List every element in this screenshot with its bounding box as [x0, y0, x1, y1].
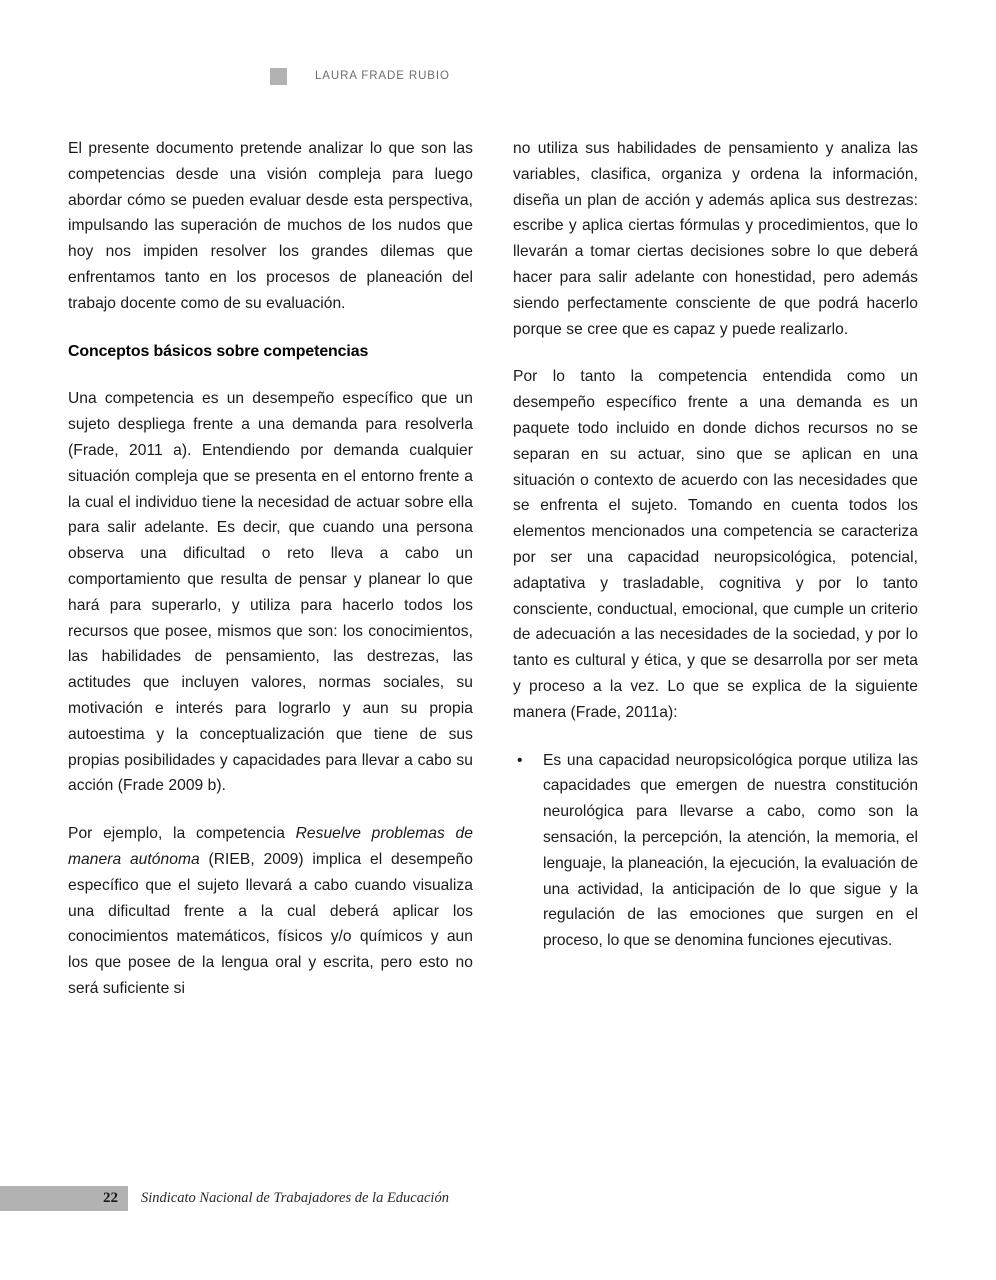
- paragraph-text-lead: Por ejemplo, la competencia: [68, 825, 296, 843]
- running-head: [270, 68, 450, 85]
- paragraph: no utiliza sus habilidades de pensamiento y analiza las variables, clasifica, organiza y ordena la información, diseña un plan de acción y además aplica sus destrezas: escribe y aplica ciertas fórmulas y procedimientos, que lo llevarán a tomar ciertas decisiones sobre lo que deberá hacer para salir adelante con honestidad, pero además siendo perfectamente consciente de que podrá hacerlo porque se cree que es capaz y puede realizarlo.: [513, 140, 918, 338]
- right-column: [513, 136, 918, 954]
- paragraph-with-italic: [68, 821, 473, 1002]
- paragraph: Una competencia es un desempeño específico que un sujeto despliega frente a una demanda para resolverla (Frade, 2011 a). Entendiendo por demanda cualquier situación compleja que se presenta en el entorno frente a la cual el individuo tiene la necesidad de actuar sobre ella para salir adelante. Es decir, que cuando una persona observa una dificultad o reto lleva a cabo un comportamiento que resulta de pensar y planear lo que hará para superarlo, y utiliza para hacerlo todos los recursos que posee, mismos que son: los conocimientos, las habilidades de pensamiento, las destrezas, las actitudes que incluyen valores, normas sociales, su motivación e interés para lograrlo y aun su propia autoestima y la conceptualización que tiene de sus propias posibilidades y capacidades para llevar a cabo su acción (Frade 2009 b).: [68, 390, 473, 795]
- paragraph: Por lo tanto la competencia entendida como un desempeño específico frente a una demanda es un paquete todo incluido en donde dichos recursos no se separan en su actuar, sino que se aplican en una situación o contexto de acuerdo con las necesidades que se enfrenta el sujeto. Tomando en cuenta todos los elementos mencionados una competencia se caracteriza por ser una capacidad neuropsicológica, potencial, adaptativa y trasladable, cognitiva y por lo tanto consciente, conductual, emocional, que cumple un criterio de adecuación a las necesidades de la sociedad, y por lo tanto es cultural y ética, y que se desarrolla por ser meta y proceso a la vez. Lo que se explica de la siguiente manera (Frade, 2011a):: [513, 368, 918, 721]
- footer-publisher: Sindicato Nacional de Trabajadores de la Educación: [141, 1190, 449, 1206]
- section-heading: Conceptos básicos sobre competencias: [68, 342, 369, 360]
- running-head-title: LAURA FRADE RUBIO: [315, 70, 450, 82]
- gray-square-icon: [270, 68, 287, 85]
- paragraph-text-tail: (RIEB, 2009) implica el desempeño específico que el sujeto llevará a cabo cuando visualiza una dificultad frente a la cual deberá aplicar los conocimientos matemáticos, físicos y/o químicos y aun los que posee de la lengua oral y escrita, pero esto no será suficiente si: [68, 850, 474, 997]
- two-column-body: [68, 136, 918, 1002]
- list-item: [513, 748, 918, 954]
- page-footer: [0, 1186, 996, 1214]
- bullet-dot-icon: •: [517, 751, 523, 769]
- page-number: 22: [103, 1190, 118, 1206]
- competency-title-italic: Resuelve problemas de manera autónoma: [68, 825, 473, 868]
- left-column: [68, 136, 473, 1002]
- paragraph: El presente documento pretende analizar lo que son las competencias desde una visión compleja para luego abordar cómo se pueden evaluar desde esta perspectiva, impulsando las superación de muchos de los nudos que hoy nos impiden resolver los grandes dilemas que enfrentamos tanto en los procesos de planeación del trabajo docente como de su evaluación.: [68, 140, 473, 312]
- bullet-list: [513, 748, 918, 954]
- list-item-text: Es una capacidad neuropsicológica porque utiliza las capacidades que emergen de nuestra constitución neurológica para llevarse a cabo, como son la sensación, la percepción, la atención, la memoria, el lenguaje, la planeación, la ejecución, la evaluación de una actividad, la anticipación de lo que sigue y la regulación de las emociones que surgen en el proceso, lo que se denomina funciones ejecutivas.: [543, 751, 918, 950]
